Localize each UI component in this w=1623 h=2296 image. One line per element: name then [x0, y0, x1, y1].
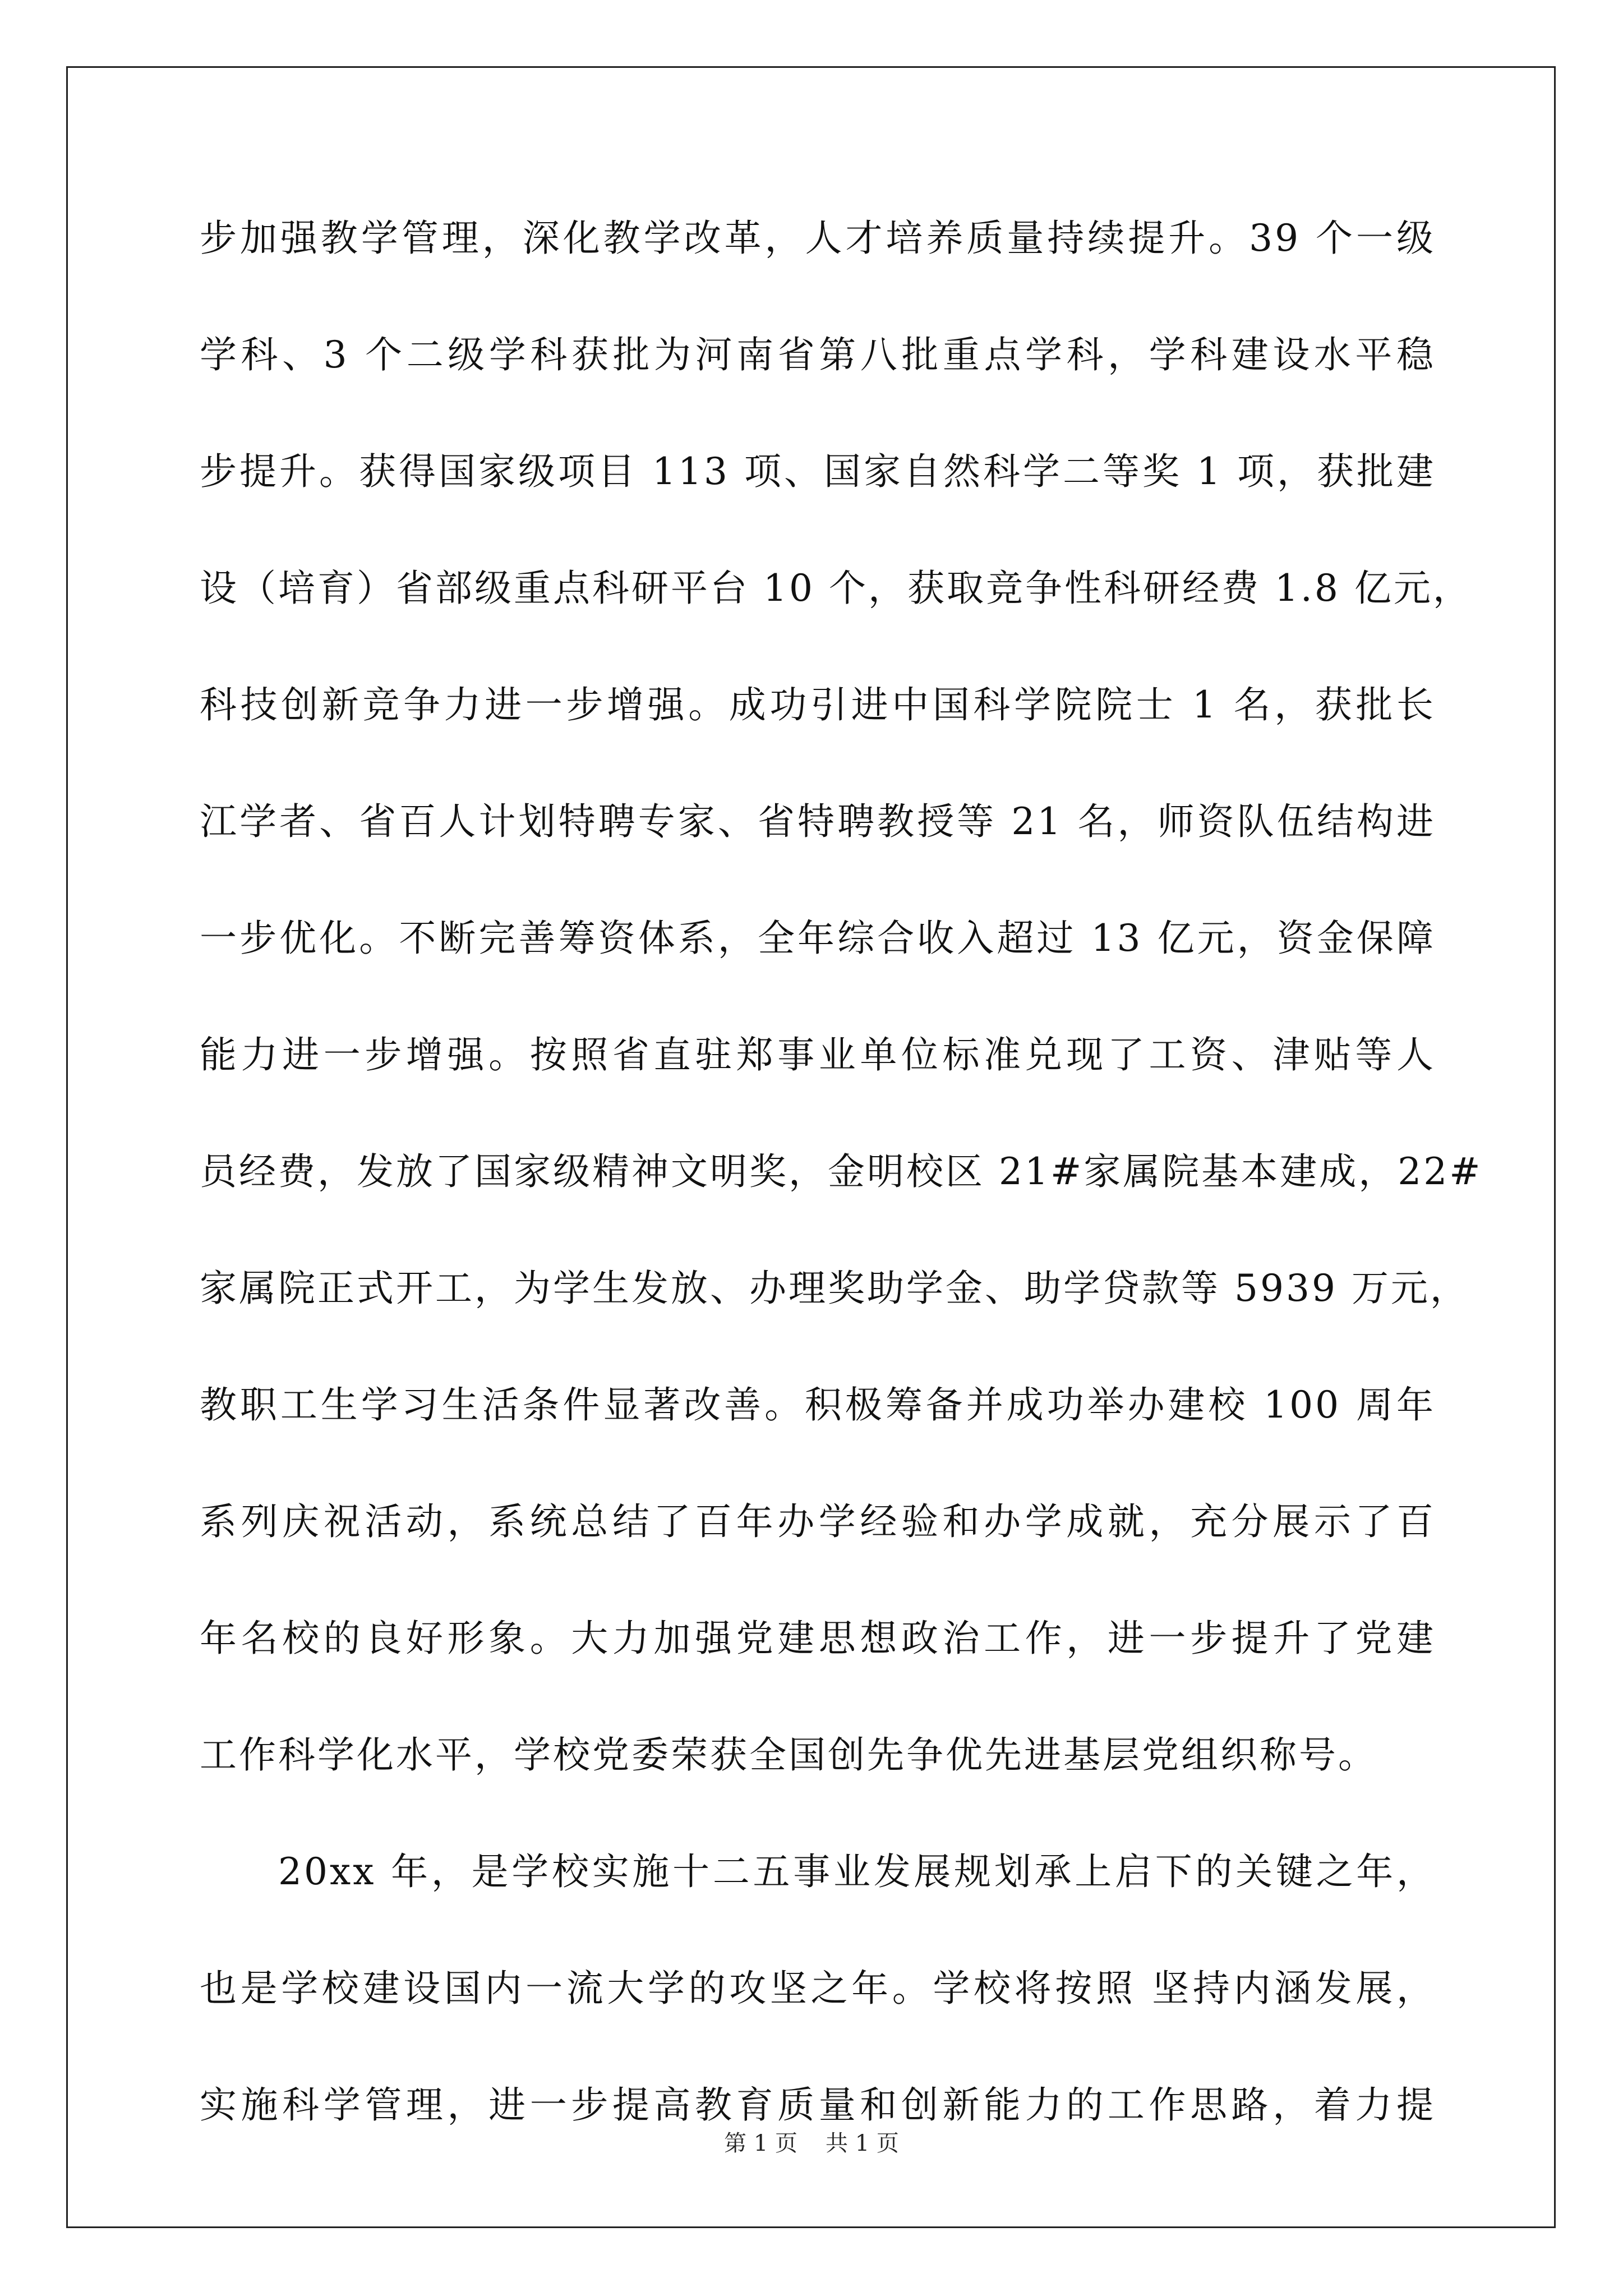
paragraph-line: 家属院正式开工，为学生发放、办理奖助学金、助学贷款等 5939 万元， — [200, 1267, 1469, 1310]
page-total: 共 1 页 — [826, 2131, 899, 2156]
paragraph-line: 步加强教学管理，深化教学改革，人才培养质量持续提升。39 个一级 — [200, 217, 1436, 260]
paragraph-line: 教职工生学习生活条件显著改善。积极筹备并成功举办建校 100 周年 — [200, 1383, 1436, 1427]
paragraph-line: 实施科学管理，进一步提高教育质量和创新能力的工作思路，着力提 — [200, 2083, 1436, 2127]
paragraph-line: 系列庆祝活动，系统总结了百年办学经验和办学成就，充分展示了百 — [200, 1500, 1436, 1543]
paragraph-line: 设（培育）省部级重点科研平台 10 个，获取竞争性科研经费 1.8 亿元， — [200, 567, 1472, 610]
paragraph-first-line: 20xx 年，是学校实施十二五事业发展规划承上启下的关键之年， — [278, 1850, 1436, 1893]
document-body — [200, 208, 1483, 2191]
paragraph-line: 步提升。获得国家级项目 113 项、国家自然科学二等奖 1 项，获批建 — [200, 450, 1436, 493]
paragraph-line: 工作科学化水平，学校党委荣获全国创先争优先进基层党组织称号。 — [200, 1733, 1377, 1777]
paragraph-line: 能力进一步增强。按照省直驻郑事业单位标准兑现了工资、津贴等人 — [200, 1033, 1436, 1076]
paragraph-line: 学科、3 个二级学科获批为河南省第八批重点学科，学科建设水平稳 — [200, 333, 1436, 376]
page-number: 第 1 页 — [724, 2131, 797, 2156]
paragraph-line: 江学者、省百人计划特聘专家、省特聘教授等 21 名，师资队伍结构进 — [200, 800, 1436, 843]
paragraph-line: 也是学校建设国内一流大学的攻坚之年。学校将按照 坚持内涵发展， — [200, 1967, 1436, 2010]
paragraph-line: 年名校的良好形象。大力加强党建思想政治工作，进一步提升了党建 — [200, 1617, 1436, 1660]
page-footer — [0, 2129, 1623, 2157]
paragraph-line: 科技创新竞争力进一步增强。成功引进中国科学院院士 1 名，获批长 — [200, 683, 1436, 726]
paragraph-line: 一步优化。不断完善筹资体系，全年综合收入超过 13 亿元，资金保障 — [200, 917, 1436, 960]
paragraph-line: 员经费，发放了国家级精神文明奖，金明校区 21#家属院基本建成，22# — [200, 1150, 1483, 1193]
